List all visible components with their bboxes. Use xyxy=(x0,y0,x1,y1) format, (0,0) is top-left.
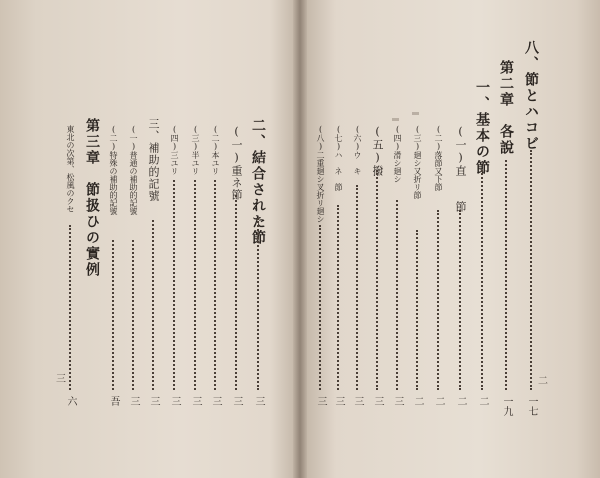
toc-page-number: 三 xyxy=(231,396,242,406)
toc-entry xyxy=(369,0,385,478)
dot-leader xyxy=(459,210,461,390)
toc-label: (二)本ユリ xyxy=(211,125,220,175)
toc-label: 第二章 各說 xyxy=(498,60,514,156)
toc-page-number: 六 xyxy=(65,396,76,406)
dot-leader xyxy=(481,170,483,390)
toc-page-number: 二 xyxy=(477,396,488,406)
toc-page-number: 一七 xyxy=(526,396,537,416)
toc-page-number: 三 xyxy=(372,396,383,406)
toc-entry xyxy=(84,0,100,478)
book-gutter xyxy=(293,0,307,478)
toc-label: (三)半ユリ xyxy=(191,125,200,175)
dot-leader xyxy=(319,225,321,390)
toc-label: (二)落節又下節 xyxy=(434,125,443,191)
toc-page-number: 一九 xyxy=(501,396,512,416)
dot-leader xyxy=(69,225,71,390)
toc-label: (一)重ネ節 xyxy=(230,125,243,201)
toc-label: (一)普通の補助的記號 xyxy=(129,125,138,215)
toc-page-number: 三 xyxy=(352,396,363,406)
dot-leader xyxy=(416,230,418,390)
page-folio-right: 二 xyxy=(538,376,548,387)
toc-entry xyxy=(125,0,141,478)
toc-entry xyxy=(105,0,121,478)
dot-leader xyxy=(396,200,398,390)
toc-label: (七)ハ ネ 節 xyxy=(334,125,343,191)
dot-leader xyxy=(235,195,237,390)
toc-entry xyxy=(474,0,490,478)
toc-entry xyxy=(312,0,328,478)
toc-label: (一)直 節 xyxy=(454,125,467,213)
toc-label: (五)撥 xyxy=(371,125,384,177)
toc-entry xyxy=(207,0,223,478)
dot-leader xyxy=(257,218,259,390)
toc-label: (四)三ユリ xyxy=(170,125,179,175)
toc-page-number: 三 xyxy=(190,396,201,406)
dot-leader xyxy=(173,180,175,390)
toc-entry xyxy=(330,0,346,478)
toc-entry xyxy=(389,0,405,478)
page-folio-left: 三 xyxy=(56,374,66,385)
toc-label: 二、結合された節 xyxy=(250,118,266,246)
dot-leader xyxy=(132,240,134,390)
toc-entry xyxy=(409,0,425,478)
dot-leader xyxy=(437,210,439,390)
toc-entry xyxy=(62,0,78,478)
toc-label: (四)滑シ廻シ xyxy=(393,125,402,183)
toc-label: 八、節とハコビ xyxy=(523,40,539,152)
toc-entry xyxy=(498,0,514,478)
toc-page-number: 三 xyxy=(210,396,221,406)
dot-leader xyxy=(376,170,378,390)
toc-page-number: 三 xyxy=(333,396,344,406)
toc-label: 三、補助的記號 xyxy=(147,118,160,202)
toc-label: (六)ウ キ xyxy=(353,125,362,175)
toc-entry xyxy=(187,0,203,478)
paper-blemish xyxy=(392,118,399,121)
toc-entry xyxy=(452,0,468,478)
toc-entry xyxy=(228,0,244,478)
toc-page-number: 吾 xyxy=(108,396,119,406)
toc-label: (八)二重廻シ叉折リ廻シ xyxy=(316,125,325,223)
toc-label: (二)特殊の補助的記號 xyxy=(109,125,118,215)
toc-page-number: 三 xyxy=(253,396,264,406)
dot-leader xyxy=(214,180,216,390)
toc-entry xyxy=(430,0,446,478)
dot-leader xyxy=(152,220,154,390)
toc-page-number: 三 xyxy=(148,396,159,406)
toc-page-number: 二 xyxy=(412,396,423,406)
toc-entry xyxy=(166,0,182,478)
dot-leader xyxy=(505,160,507,390)
dot-leader xyxy=(530,150,532,390)
toc-entry xyxy=(349,0,365,478)
toc-label: (三)廻シ又折リ節 xyxy=(413,125,422,199)
toc-page-number: 三 xyxy=(315,396,326,406)
toc-label: 東北の次第、松風のクセ xyxy=(66,125,75,213)
toc-page-number: 二 xyxy=(433,396,444,406)
toc-page-number: 三 xyxy=(128,396,139,406)
toc-label: 第三章 節扱ひの實例 xyxy=(84,118,100,278)
dot-leader xyxy=(356,185,358,390)
toc-entry xyxy=(145,0,161,478)
dot-leader xyxy=(337,205,339,390)
toc-page-number: 三 xyxy=(392,396,403,406)
toc-entry xyxy=(523,0,539,478)
dot-leader xyxy=(194,180,196,390)
toc-label: 一、基本の節 xyxy=(474,80,490,176)
toc-page-number: 三 xyxy=(169,396,180,406)
paper-blemish xyxy=(412,112,419,115)
toc-page-number: 二 xyxy=(455,396,466,406)
dot-leader xyxy=(112,240,114,390)
toc-entry xyxy=(250,0,266,478)
